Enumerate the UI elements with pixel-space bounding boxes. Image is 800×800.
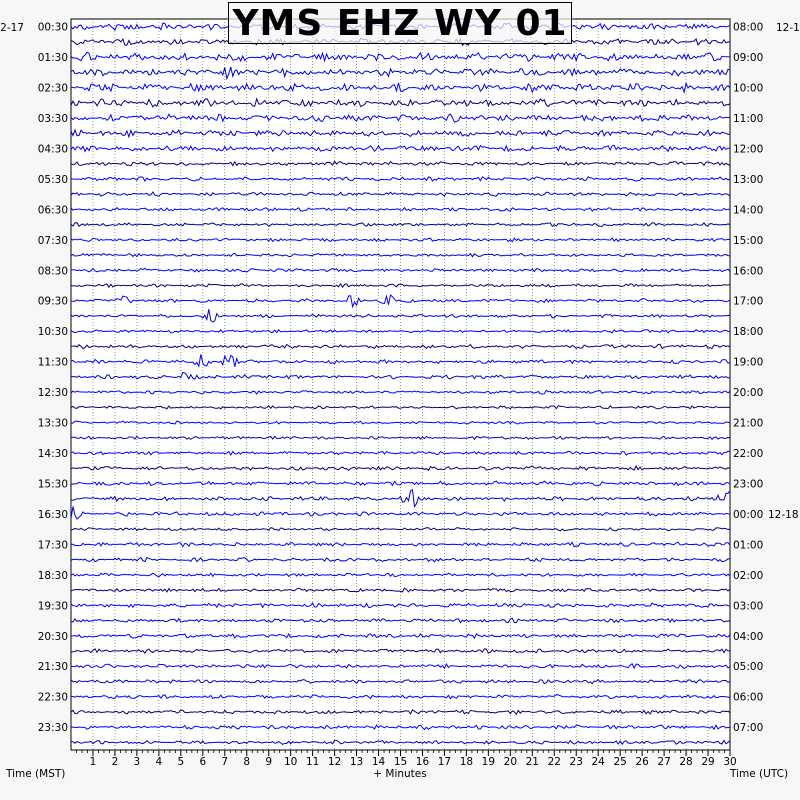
right-time-label: 19:00 (733, 356, 764, 369)
left-axis-title: Time (MST) (6, 768, 66, 780)
x-tick-label: 5 (177, 756, 185, 768)
x-tick-label: 29 (701, 756, 715, 768)
x-tick-label: 12 (327, 756, 342, 768)
left-date-label: 2-17 (0, 22, 24, 34)
right-time-label: 07:00 (733, 722, 764, 735)
left-time-label: 19:30 (37, 600, 68, 613)
right-time-label: 21:00 (733, 417, 764, 430)
left-time-label: 18:30 (37, 569, 68, 582)
left-time-label: 16:30 (37, 508, 68, 521)
left-time-label: 14:30 (37, 448, 68, 461)
x-tick-label: 23 (569, 756, 583, 768)
x-axis-title: + Minutes (373, 768, 427, 780)
right-time-label: 06:00 (733, 691, 764, 704)
right-time-label: 16:00 (733, 265, 764, 278)
right-time-label: 13:00 (733, 173, 764, 186)
left-time-label: 13:30 (37, 417, 68, 430)
right-time-label: 10:00 (733, 82, 764, 95)
x-tick-label: 20 (503, 756, 518, 768)
left-time-label: 07:30 (37, 234, 68, 247)
x-tick-label: 28 (679, 756, 693, 768)
left-time-label: 10:30 (37, 326, 68, 339)
right-date-label: 12-1 (776, 22, 800, 34)
x-axis-ticks (76, 750, 736, 768)
left-time-label: 06:30 (37, 204, 68, 217)
x-tick-label: 19 (481, 756, 496, 768)
left-time-label: 01:30 (37, 52, 68, 65)
left-time-label: 03:30 (37, 112, 68, 125)
right-time-label: 18:00 (733, 326, 764, 339)
left-time-label: 02:30 (37, 82, 68, 95)
right-time-label: 17:00 (733, 295, 764, 308)
x-tick-label: 2 (111, 756, 119, 768)
x-tick-label: 11 (305, 756, 320, 768)
left-time-label: 05:30 (37, 173, 68, 186)
right-time-label: 12:00 (733, 143, 764, 156)
x-tick-label: 22 (547, 756, 561, 768)
right-time-label: 04:00 (733, 630, 764, 643)
x-tick-label: 8 (243, 756, 251, 768)
left-time-label: 22:30 (37, 691, 68, 704)
left-time-label: 09:30 (37, 295, 68, 308)
right-date-change-label: 12-18 (768, 508, 799, 521)
x-tick-label: 7 (221, 756, 229, 768)
right-time-label: 11:00 (733, 112, 764, 125)
chart-title: YMS EHZ WY 01 (228, 2, 572, 44)
x-tick-label: 16 (415, 756, 430, 768)
x-tick-label: 3 (133, 756, 141, 768)
right-time-label: 00:00 (733, 508, 764, 521)
left-time-label: 12:30 (37, 387, 68, 400)
x-tick-label: 24 (591, 756, 605, 768)
x-tick-label: 18 (459, 756, 474, 768)
left-time-label: 00:30 (37, 21, 68, 34)
x-tick-label: 14 (371, 756, 386, 768)
x-tick-label: 30 (723, 756, 737, 768)
right-time-label: 05:00 (733, 661, 764, 674)
left-time-label: 20:30 (37, 630, 68, 643)
left-time-label: 04:30 (37, 143, 68, 156)
left-time-label: 08:30 (37, 265, 68, 278)
x-tick-label: 10 (283, 756, 298, 768)
left-time-label: 17:30 (37, 539, 68, 552)
x-tick-label: 9 (265, 756, 273, 768)
right-time-label: 23:00 (733, 478, 764, 491)
x-tick-label: 26 (635, 756, 649, 768)
x-tick-label: 1 (89, 756, 97, 768)
left-time-label: 23:30 (37, 722, 68, 735)
x-tick-label: 13 (349, 756, 364, 768)
x-tick-label: 17 (437, 756, 452, 768)
right-axis-title: Time (UTC) (730, 768, 789, 780)
right-time-label: 15:00 (733, 234, 764, 247)
right-time-label: 08:00 (733, 21, 764, 34)
left-time-label: 15:30 (37, 478, 68, 491)
right-time-label: 02:00 (733, 569, 764, 582)
left-time-label: 11:30 (37, 356, 68, 369)
x-tick-label: 15 (393, 756, 408, 768)
x-tick-label: 6 (199, 756, 207, 768)
left-time-label: 21:30 (37, 661, 68, 674)
right-time-label: 09:00 (733, 52, 764, 65)
x-tick-label: 25 (613, 756, 627, 768)
right-time-label: 20:00 (733, 387, 764, 400)
right-time-label: 22:00 (733, 448, 764, 461)
x-tick-label: 4 (155, 756, 163, 768)
right-time-label: 03:00 (733, 600, 764, 613)
x-tick-label: 21 (525, 756, 539, 768)
right-time-label: 01:00 (733, 539, 764, 552)
x-tick-label: 27 (657, 756, 671, 768)
right-time-label: 14:00 (733, 204, 764, 217)
